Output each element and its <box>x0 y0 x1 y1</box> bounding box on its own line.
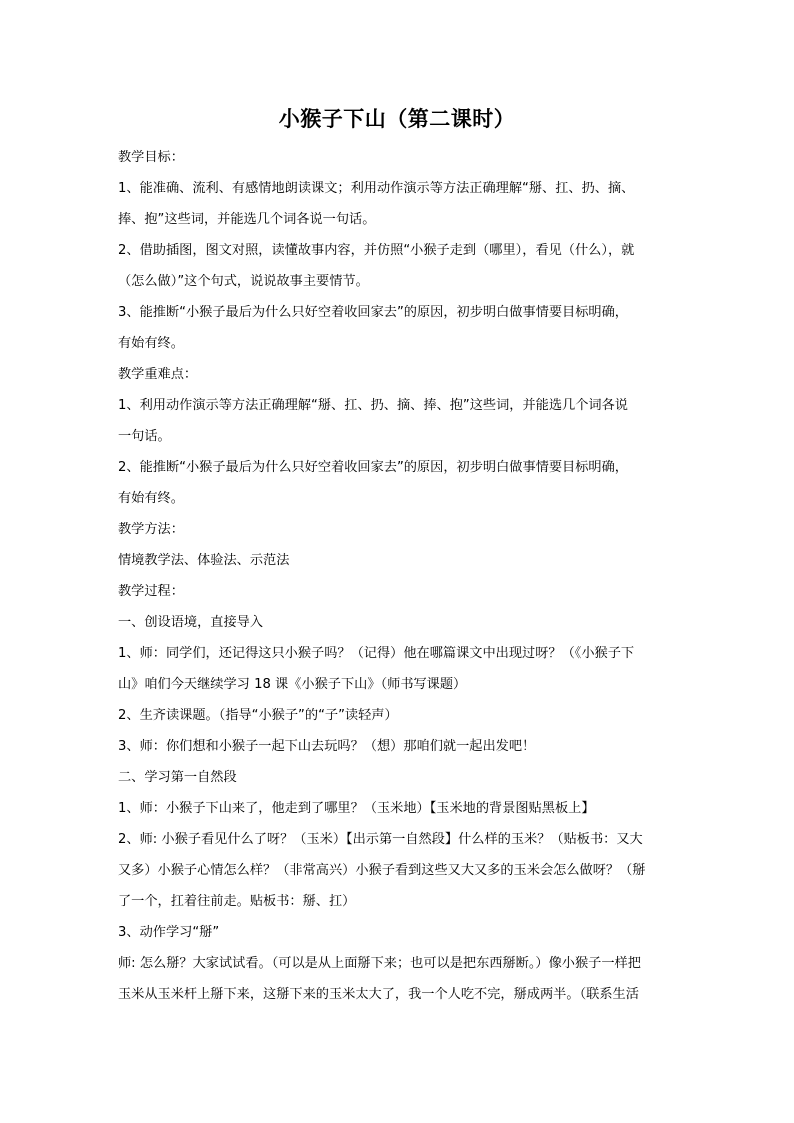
paragraph-line: 了一个，扛着往前走。贴板书：掰、扛） <box>118 894 356 909</box>
paragraph-line: 捧、抱”这些词，并能选几个词各说一句话。 <box>118 212 376 227</box>
paragraph-line: 2、师: 小猴子看见什么了呀？（玉米）【出示第一自然段】什么样的玉米？（贴板书：又大 <box>118 832 643 847</box>
paragraph-line: 2、能推断“小猴子最后为什么只好空着收回家去”的原因，初步明白做事情要目标明确， <box>118 460 628 475</box>
paragraph-line: 3、能推断“小猴子最后为什么只好空着收回家去”的原因，初步明白做事情要目标明确， <box>118 305 628 320</box>
section-heading-methods: 教学方法： <box>118 522 184 537</box>
paragraph-line: 又多）小猴子心情怎么样？（非常高兴）小猴子看到这些又大又多的玉米会怎么做呀？（掰 <box>118 863 646 878</box>
paragraph-line: 有始有终。 <box>118 491 184 506</box>
paragraph-line: 3、师：你们想和小猴子一起下山去玩吗？（想）那咱们就一起出发吧！ <box>118 739 536 754</box>
paragraph-line: 一句话。 <box>118 429 171 444</box>
document-body <box>118 142 680 1010</box>
paragraph-line: 2、借助插图，图文对照，读懂故事内容，并仿照“小猴子走到（哪里），看见（什么），就 <box>118 243 635 258</box>
section-heading-key-points: 教学重难点： <box>118 367 198 382</box>
paragraph-line: 1、利用动作演示等方法正确理解“掰、扛、扔、摘、捧、抱”这些词，并能选几个词各说 <box>118 398 628 413</box>
paragraph-line: 有始有终。 <box>118 336 184 351</box>
subsection-heading: 一、创设语境，直接导入 <box>118 615 264 630</box>
paragraph-line: 1、能准确、流利、有感情地朗读课文；利用动作演示等方法正确理解“掰、扛、扔、摘、 <box>118 181 635 196</box>
paragraph-line: 玉米从玉米杆上掰下来，这掰下来的玉米太大了，我一个人吃不完，掰成两半。（联系生活 <box>118 987 639 1002</box>
paragraph-line: 师: 怎么掰？大家试试看。（可以是从上面掰下来；也可以是把东西掰断。）像小猴子一样把 <box>118 956 641 971</box>
paragraph-line: 山》咱们今天继续学习 18 课《小猴子下山》（师书写课题） <box>118 677 467 692</box>
paragraph-line: 3、动作学习“掰” <box>118 925 220 940</box>
subsection-heading: 二、学习第一自然段 <box>118 770 237 785</box>
paragraph-line: 情境教学法、体验法、示范法 <box>118 553 290 568</box>
page-title: 小猴子下山（第二课时） <box>278 107 516 131</box>
paragraph-line: 1、师：同学们，还记得这只小猴子吗？（记得）他在哪篇课文中出现过呀？（《小猴子下 <box>118 646 635 661</box>
paragraph-line: 1、师：小猴子下山来了，他走到了哪里？（玉米地）【玉米地的背景图贴黑板上】 <box>118 801 595 816</box>
paragraph-line: （怎么做）”这个句式，说说故事主要情节。 <box>118 274 369 289</box>
paragraph-line: 2、生齐读课题。（指导“小猴子”的“子”读轻声） <box>118 708 398 723</box>
section-heading-process: 教学过程： <box>118 584 184 599</box>
section-heading-objectives: 教学目标： <box>118 150 184 165</box>
